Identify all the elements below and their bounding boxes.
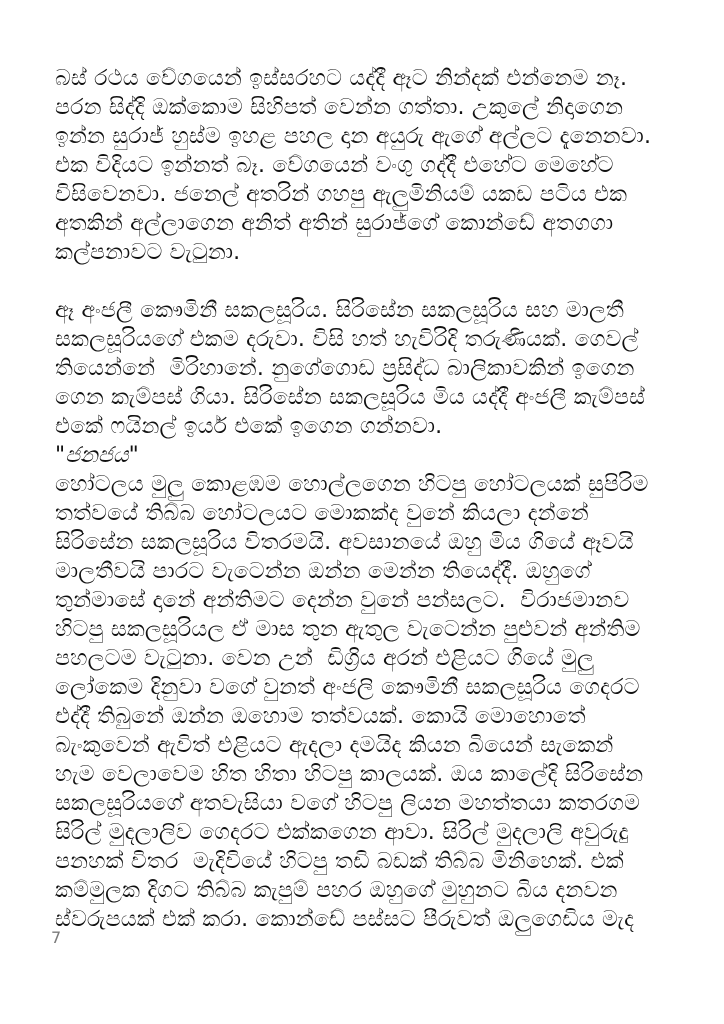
text-line: එක විදියට ඉන්නත් බෑ. වේගයෙන් වංගු ගද්දී එහේට මෙහේට bbox=[55, 153, 614, 178]
text-line: ඉන්න සුරාජ් හුස්ම ඉහළ පහල දාන අයුරු ඇගේ අල්ලට දැනෙනවා. bbox=[55, 124, 652, 149]
text-line: හිටපු සකලසූරියල ඒ මාස තුන ඇතුල වැටෙන්න පුළුවන් අන්තිම bbox=[55, 617, 641, 642]
text-line: බැංකුවෙන් ඇවිත් එළියට ඇදලා දමයිද කියන බියෙන් සැකෙන් bbox=[55, 733, 614, 758]
text-line: පහලටම වැටුනා. වෙන උන් ඩිග්‍රිය අරන් එළියට ගියේ මුලු bbox=[55, 646, 594, 671]
text-line: විසිවෙනවා. ජනෙල් අතරින් ගහපු ඇලුමිනියම් යකඩ පටිය එක bbox=[55, 182, 628, 207]
text-line: මාලතීවයි පාරට වැටෙන්න ඔන්න මෙන්න තියෙද්දී. ඔහුගේ bbox=[55, 559, 591, 584]
text-line: තුන්මාසේ දානේ අන්තිමට දෙන්න වුනේ පන්සලට. විරාජමානව bbox=[55, 588, 630, 613]
text-line: සිරිල් මුදලාලිව ගෙදරට එක්කගෙන ආවා. සිරිල් මුදලාලි අවුරුදු bbox=[55, 820, 629, 845]
text-line: කල්පනාවට වැටුනා. bbox=[55, 240, 241, 265]
text-line: ඈ අංජලී කෞමිනී සකලසූරිය. සිරිසේන සකලසූරිය සහ මාලතී bbox=[55, 298, 625, 323]
hotel-name-quote: "ජනජය" bbox=[55, 443, 139, 468]
text-line: සකලසූරියගේ අතවැසියා වගේ හිටපු ලියන මහත්තයා කතරගම bbox=[55, 791, 641, 816]
text-line: හෝටලය මුලු කොළඹම හොල්ලගෙන හිටපු හෝටලයක් සුපිරිම bbox=[55, 472, 649, 497]
text-line: ලෝකෙම දිනුවා වගේ වුනත් අංජලි කෞමිනී සකලසූරිය ගෙදරට bbox=[55, 675, 640, 700]
text-line: සිරිසේන සකලසූරිය විතරමයි. අවසානයේ ඔහු මිය ගියේ ඈවයි bbox=[55, 530, 634, 555]
text-line: පරන සිද්දි ඔක්කොම සිහිපත් වෙන්න ගත්තා. උකුලේ නිදාගෙන bbox=[55, 95, 624, 120]
text-line: එද්දී තිබුනේ ඔන්න ඔහොම තත්වයක්. කොයි මොහොතේ bbox=[55, 704, 586, 729]
paragraph-2 bbox=[55, 296, 675, 441]
text-line: ස්වරුපයක් එක් කරා. කොන්ඩේ පස්සට පීරුවත් ඔලුගෙඩිය මැද bbox=[55, 907, 635, 932]
paragraph-3 bbox=[55, 470, 675, 934]
text-line: සකලසූරියගේ එකම දරුවා. විසි හත් හැවිරිදි තරුණියක්. ගෙවල් bbox=[55, 327, 639, 352]
body-text bbox=[55, 64, 675, 934]
text-line: බස් රථය වේගයෙන් ඉස්සරහට යද්දී ඈට නින්දක් එන්නෙම නෑ. bbox=[55, 66, 628, 91]
text-line: කම්මුලක දිගට තිබ්බ කැපුම් පහර ඔහුගේ මුහුනට බිය දනවන bbox=[55, 878, 618, 903]
quote-heading bbox=[55, 441, 675, 470]
text-line: අතකින් අල්ලාගෙන අනිත් අතින් සුරාජ්ගේ කොන්ඩේ අතගගා bbox=[55, 211, 614, 236]
text-line: එකේ ෆයිනල් ඉයර් එකේ ඉගෙන ගන්නවා. bbox=[55, 414, 443, 439]
text-line: පනහක් විතර මැදිවියේ හිටපු තඩි බඩක් තිබ්බ මිනිහෙක්. එක් bbox=[55, 849, 624, 874]
text-line: තත්වයේ තිබ්බ හෝටලයට මොකක්ද වුනේ කියලා දන්නේ bbox=[55, 501, 589, 526]
page-number: 7 bbox=[51, 928, 62, 947]
text-line: හැම වෙලාවෙම හිත හිතා හිටපු කාලයක්. ඔය කාලේදි සිරිසේන bbox=[55, 762, 644, 787]
text-line: තියෙන්නේ මිරිහානේ. නුගේගොඩ ප්‍රසිද්ධ බාලිකාවකින් ඉගෙන bbox=[55, 356, 635, 381]
paragraph-1 bbox=[55, 64, 675, 267]
text-line: ගෙන කැම්පස් ගියා. සිරිසේන සකලසූරිය මිය යද්දී අංජලී කැම්පස් bbox=[55, 385, 646, 410]
